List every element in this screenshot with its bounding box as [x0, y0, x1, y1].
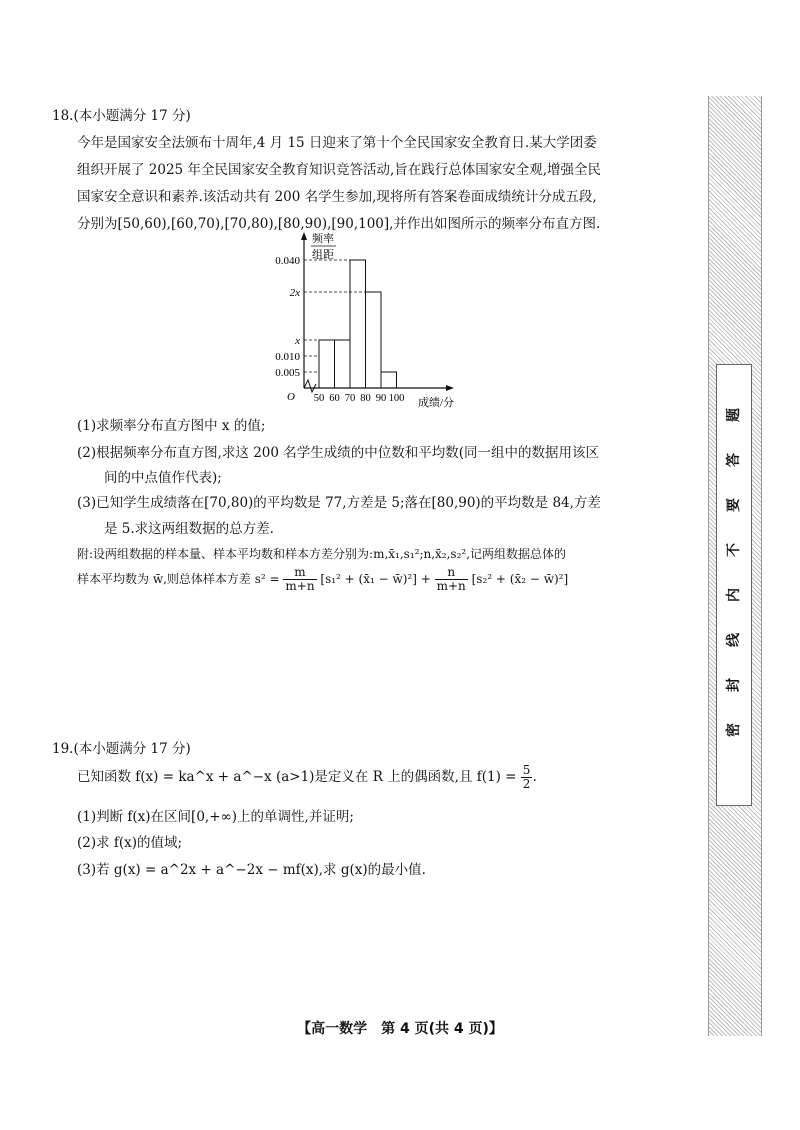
note-text-end: [s₂² + (x̄₂ − w̄)²]: [471, 572, 569, 586]
q19-title: 19.(本小题满分 17 分): [52, 741, 191, 757]
note-fraction-2: [435, 566, 468, 593]
note-frac2-den: m+n: [436, 579, 466, 593]
q19-part-2: (2)求 f(x)的值域;: [77, 835, 183, 851]
y-tick-label-3: x: [295, 335, 300, 347]
note-frac2-num: n: [435, 566, 468, 580]
ylabel-top: 频率: [312, 233, 334, 245]
q18-note-line-1: 附:设两组数据的样本量、样本平均数和样本方差分别为:m,x̄₁,s₁²;n,x̄₂,s₂²,记两组数据总体的: [77, 547, 567, 561]
seal-char-7: 答: [726, 453, 742, 467]
seal-strip-text-box: [716, 364, 752, 806]
q18-intro-line-1: 今年是国家安全法颁布十周年,4 月 15 日迎来了第十个全民国家安全教育日.某大学团委: [77, 135, 597, 151]
histogram-bar-2: [335, 340, 351, 388]
histogram-bar-1: [319, 340, 335, 388]
q19-frac-den: 2: [522, 777, 531, 791]
q19-stem-fraction: [521, 764, 533, 791]
q18-part-3-cont: 是 5.求这两组数据的总方差.: [104, 521, 274, 537]
q18-part-1: (1)求频率分布直方图中 x 的值;: [77, 418, 266, 434]
note-fraction-1: [283, 566, 316, 593]
q19-stem: [77, 764, 537, 791]
y-axis-arrow: [301, 232, 307, 240]
x-tick-label-5: 90: [375, 393, 387, 404]
q18-intro-line-3: 国家安全意识和素养.该活动共有 200 名学生参加,现将所有答案卷面成绩统计分成五段,: [77, 189, 597, 205]
seal-char-2: 封: [726, 678, 742, 692]
y-tick-label-1: 0.040: [275, 255, 300, 267]
seal-char-1: 密: [726, 723, 742, 737]
seal-char-6: 要: [726, 498, 742, 512]
x-tick-label-2: 60: [329, 393, 340, 404]
q18-intro-line-4: 分别为[50,60),[60,70),[70,80),[80,90),[90,100],并作出如图所示的频率分布直方图.: [77, 216, 601, 232]
q19-stem-text: 已知函数 f(x) = ka^x + a^−x (a>1)是定义在 R 上的偶函数,且 f(1) =: [77, 769, 517, 785]
y-tick-label-5: 0.005: [275, 367, 300, 379]
origin-label: O: [287, 391, 295, 403]
page-footer: 【高一数学 第 4 页(共 4 页)】: [297, 1021, 503, 1037]
histogram-bar-3: [350, 260, 366, 388]
x-tick-label-3: 70: [344, 393, 356, 404]
q18-part-2-cont: 间的中点值作代表);: [104, 470, 222, 486]
note-frac1-num: m: [283, 566, 316, 580]
q18-title: 18.(本小题满分 17 分): [52, 108, 191, 124]
y-tick-label-2: 2x: [289, 287, 300, 299]
frequency-histogram: [260, 228, 490, 408]
seal-char-5: 不: [726, 543, 742, 557]
x-axis-arrow: [446, 385, 454, 391]
seal-char-3: 线: [726, 633, 742, 647]
histogram-bar-4: [366, 292, 382, 388]
q19-part-1: (1)判断 f(x)在区间[0,+∞)上的单调性,并证明;: [77, 809, 354, 825]
q18-note-line-2: [77, 566, 568, 593]
ylabel-bottom: 组距: [312, 249, 334, 261]
q19-frac-num: 5: [522, 763, 531, 777]
y-tick-label-4: 0.010: [275, 351, 300, 363]
histogram-bar-5: [381, 372, 397, 388]
x-tick-label-6: 100: [388, 393, 405, 404]
seal-char-8: 题: [726, 408, 742, 422]
seal-char-4: 内: [726, 588, 742, 602]
x-tick-label-4: 80: [360, 393, 371, 404]
q19-stem-period: .: [532, 769, 537, 785]
q18-intro-line-2: 组织开展了 2025 年全民国家安全教育知识竞答活动,旨在践行总体国家安全观,增强全民: [77, 162, 602, 178]
q19-part-3: (3)若 g(x) = a^2x + a^−2x − mf(x),求 g(x)的最小值.: [77, 862, 426, 878]
x-tick-label-1: 50: [313, 393, 325, 404]
note-text-a: 样本平均数为 w̄,则总体样本方差 s² =: [77, 572, 280, 586]
note-text-mid: [s₁² + (x̄₁ − w̄)²] +: [320, 572, 431, 586]
xlabel: 成绩/分: [418, 397, 455, 408]
axis-break: [304, 380, 316, 392]
q18-part-3: (3)已知学生成绩落在[70,80)的平均数是 77,方差是 5;落在[80,90)的平均数是 84,方差: [77, 495, 601, 511]
note-frac1-den: m+n: [285, 579, 315, 593]
q18-part-2: (2)根据频率分布直方图,求这 200 名学生成绩的中位数和平均数(同一组中的数据用该区: [77, 445, 600, 461]
